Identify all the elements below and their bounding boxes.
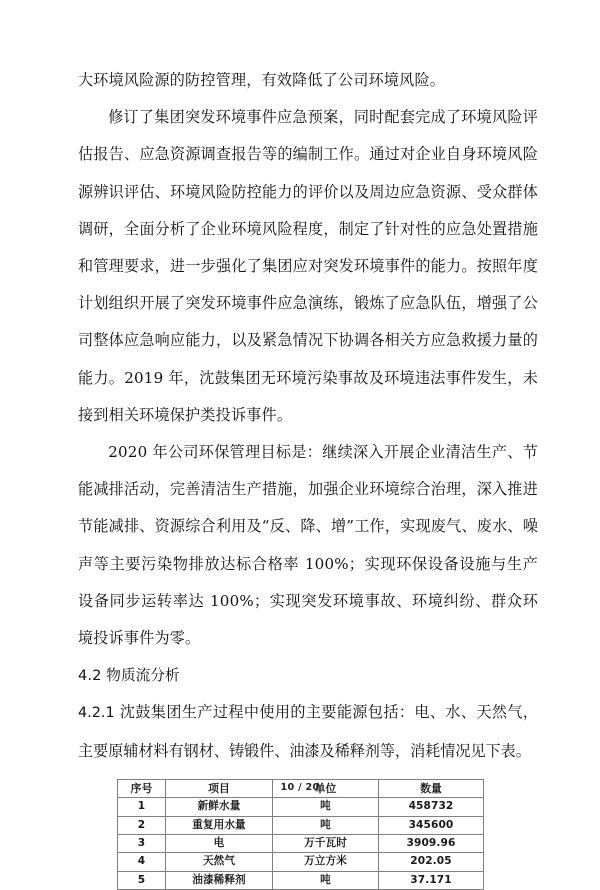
cell-unit: 万立方米 <box>273 853 379 871</box>
subsection-number: 4.2.1 <box>78 705 115 722</box>
paragraph-continuation: 大环境风险源的防控管理，有效降低了公司环境风险。 <box>78 71 446 89</box>
cell-unit: 吨 <box>273 871 379 889</box>
cell-item: 新鲜水量 <box>166 798 273 816</box>
cell-quantity: 3909.96 <box>379 835 484 853</box>
cell-index: 1 <box>118 798 166 816</box>
cell-index: 5 <box>118 871 166 889</box>
cell-quantity: 37.171 <box>379 871 484 889</box>
column-header-index: 序号 <box>118 779 166 797</box>
paragraph-emergency-plan: 修订了集团突发环境事件应急预案，同时配套完成了环境风险评估报告、应急资源调查报告等的编制工作。通过对企业自身环境风险源辨识评估、环境风险防控能力的评价以及周边应急资源、受众群体调研，全面分析了企业环境风险程度，制定了针对性的应急处置措施和管理要求，进一步强化了集团应对突发环境事件的能力。按照年度计划组织开展了突发环境事件应急演练，锻炼了应急队伍，增强了公司整体应急响应能力，以及紧急情况下协调各相关方应急救援力量的能力。2019 年，沈鼓集团无环境污染事故及环境违法事件发生，未接到相关环境保护类投诉事件。 <box>78 108 538 424</box>
cell-quantity: 458732 <box>379 798 484 816</box>
section-heading-4-2: 4.2 物质流分析 <box>78 667 180 685</box>
paragraph-2020-goals: 2020 年公司环保管理目标是：继续深入开展企业清洁生产、节能减排活动，完善清洁生产措施，加强企业环境综合治理，深入推进节能减排、资源综合利用及“反、降、增”工作，实现废气、废水、噪声等主要污染物排放达标合格率 100%；实现环保设备设施与生产设备同步运转率达 100%；实现突发环境事故、环境纠纷、群众环境投诉事件为零。 <box>78 443 538 648</box>
cell-unit: 万千瓦时 <box>273 835 379 853</box>
column-header-item: 项目 <box>166 779 273 797</box>
table-row <box>118 816 484 834</box>
table-body <box>118 798 484 890</box>
subsection-heading-text: 沈鼓集团生产过程中使用的主要能源包括：电、水、天然气，主要原辅材料有钢材、铸锻件、油漆及稀释剂等，消耗情况见下表。 <box>78 703 538 760</box>
cell-unit: 吨 <box>273 798 379 816</box>
energy-consumption-table-wrapper <box>78 779 538 890</box>
column-header-unit: 单位 <box>273 779 379 797</box>
cell-item: 油漆稀释剂 <box>166 871 273 889</box>
page-number-footer: 10 / 20 <box>280 782 320 793</box>
cell-item: 重复用水量 <box>166 816 273 834</box>
cell-item: 电 <box>166 835 273 853</box>
column-header-quantity: 数量 <box>379 779 484 797</box>
cell-index: 3 <box>118 835 166 853</box>
cell-item: 天然气 <box>166 853 273 871</box>
table-row <box>118 798 484 816</box>
document-body <box>78 62 538 890</box>
cell-index: 4 <box>118 853 166 871</box>
energy-consumption-table <box>117 779 484 890</box>
cell-index: 2 <box>118 816 166 834</box>
cell-quantity: 202.05 <box>379 853 484 871</box>
table-row <box>118 835 484 853</box>
cell-unit: 吨 <box>273 816 379 834</box>
cell-quantity: 345600 <box>379 816 484 834</box>
table-row <box>118 853 484 871</box>
subsection-heading-4-2-1 <box>78 694 538 769</box>
table-row <box>118 871 484 889</box>
